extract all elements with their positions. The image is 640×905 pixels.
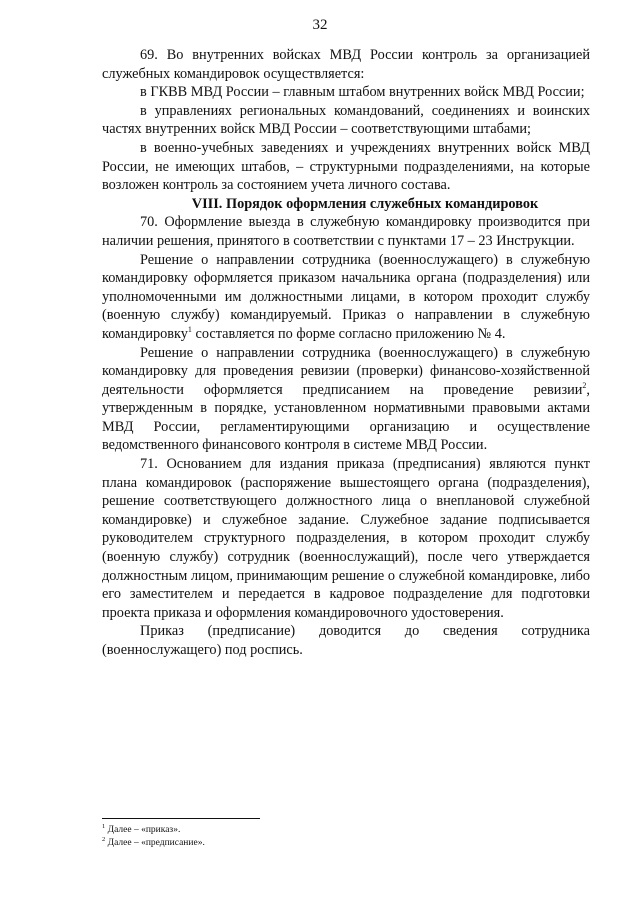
footnote-ref-2: 2 (582, 380, 587, 390)
footnotes (102, 824, 402, 850)
footnote-divider (102, 818, 260, 819)
paragraph-70: 70. Оформление выезда в служебную командировку производится при наличии решения, принятого в соответствии с пунктами 17 – 23 Инструкции. (102, 214, 590, 249)
paragraph-69-intro: 69. Во внутренних войсках МВД России контроль за организацией служебных командировок осуществляется: (102, 47, 590, 82)
paragraph-69-item-regional: в управлениях региональных командований, соединениях и воинских частях внутренних войск МВД России – соответствующими штабами; (102, 102, 590, 138)
paragraph-69-item-schools: в военно-учебных заведениях и учреждениях внутренних войск МВД России, не имеющих штабов, – структурными подразделениями, на которые возложен контроль за состоянием учета личного состава. (102, 139, 590, 194)
paragraph-71-signature: Приказ (предписание) доводится до сведения сотрудника (военнослужащего) под роспись. (102, 623, 590, 658)
section-heading: VIII. Порядок оформления служебных командировок (191, 195, 539, 212)
paragraph-70-audit (102, 344, 590, 456)
paragraph-70-order-text: Решение о направлении сотрудника (военнослужащего) в служебную командировку оформляется приказом начальника органа (подразделения) или уполномоченными им должностными лицами, в котором проходит службу (военную службу) командируемый. Приказ о направлении в служебную командировку (102, 251, 590, 342)
document-body (102, 46, 590, 660)
paragraph-69-item-gkvv: в ГКВВ МВД России – главным штабом внутренних войск МВД России; (140, 84, 585, 101)
paragraph-70-order (102, 251, 590, 344)
page-number: 32 (312, 17, 328, 33)
footnote-mark-1: 1 (102, 822, 106, 830)
footnote-1 (102, 824, 402, 837)
footnote-mark-2: 2 (102, 835, 106, 843)
paragraph-70-order-text-end: составляется по форме согласно приложению № 4. (191, 325, 506, 342)
paragraph-71: 71. Основанием для издания приказа (предписания) являются пункт плана командировок (распоряжение вышестоящего органа (подразделения), решение соответствующего должностного лица о внеплановой служебной командировке) и служебное задание. Служебное задание подписывается руководителем структурного подразделения, в котором проходит службу (военную службу) сотрудник (военнослужащий), после чего утверждается должностным лицом, принимающим решение о служебной командировке, либо его заместителем и передается в кадровое подразделение для подготовки проекта приказа и оформления командировочного удостоверения. (102, 456, 590, 621)
paragraph-70-audit-text: Решение о направлении сотрудника (военнослужащего) в служебную командировку для проведения ревизии (проверки) финансово-хозяйственной деятельности оформляется предписанием на проведение ревизии (102, 344, 590, 398)
footnote-text-2: Далее – «предписание». (105, 838, 205, 848)
paragraph-70-audit-text-end: , утвержденным в порядке, установленном нормативными правовыми актами МВД России, регламентирующими организацию и осуществление ведомственного финансового контроля в системе МВД России. (102, 381, 590, 454)
footnote-ref-1: 1 (187, 325, 192, 335)
footnote-2 (102, 837, 402, 850)
footnote-text-1: Далее – «приказ». (105, 825, 181, 835)
